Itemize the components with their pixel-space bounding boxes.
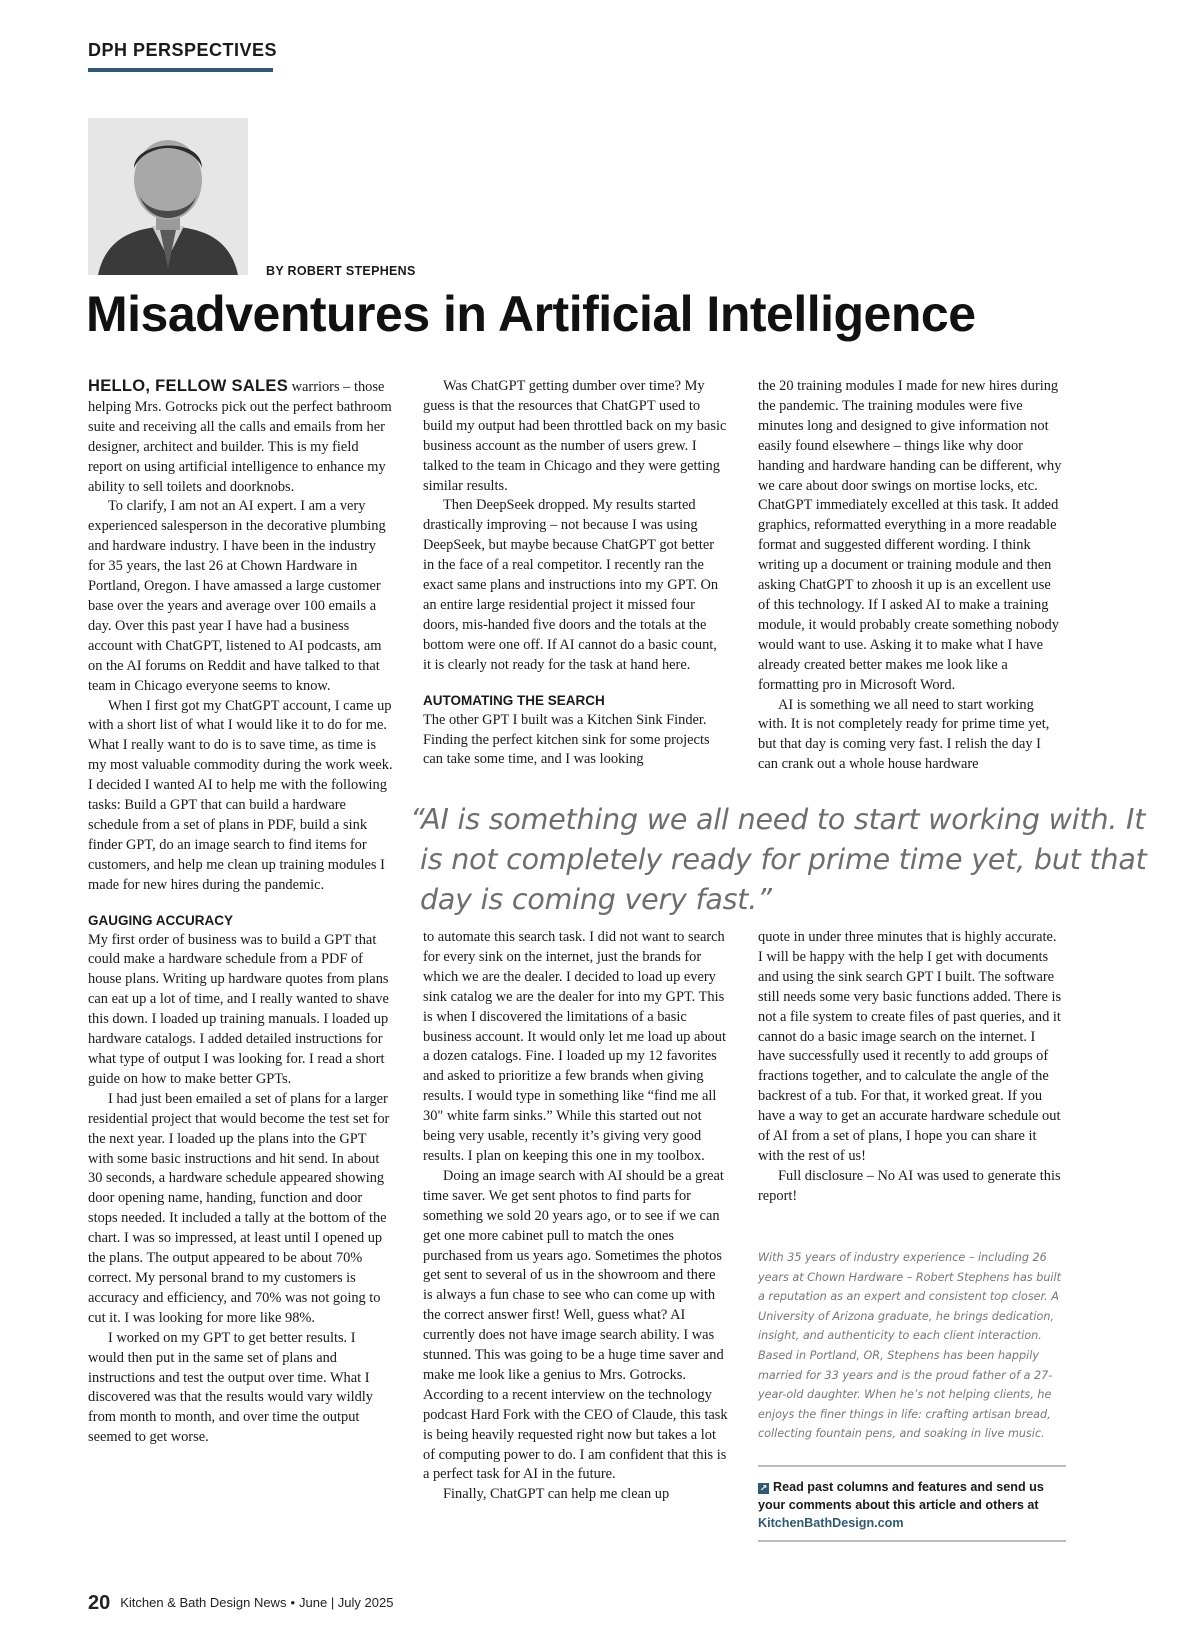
cta-link[interactable]: KitchenBathDesign.com — [758, 1516, 904, 1530]
section-label: DPH PERSPECTIVES — [88, 40, 278, 60]
pull-quote-line: day is coming very fast.” — [420, 883, 772, 916]
folio — [88, 1592, 393, 1615]
pull-quote — [410, 800, 1147, 920]
paragraph: the 20 training modules I made for new hires during the pandemic. The training modules were five minutes long and designed to give information not easily found elsewhere – things like why door handing and hardware handing can be different, why we care about door swings on mortise locks, etc. ChatGPT immediately excelled at this task. It added graphics, reformatted everything in a more readable format and suggested different wording. I think writing up a document or training module and then asking ChatGPT to zhoosh it up is an excellent use of this technology. If I asked AI to make a training module, it would probably create something nobody would want to use. Asking it to make what I have already created better makes me look like a formatting pro in Microsoft Word. — [758, 378, 1062, 693]
article-column-3-bottom — [758, 928, 1063, 1207]
paragraph: The other GPT I built was a Kitchen Sink Finder. Finding the perfect kitchen sink for some projects can take some time, and I was looking — [423, 711, 710, 768]
author-bio: With 35 years of industry experience – including 26 years at Chown Hardware – Robert Stephens has built a reputation as an expert and consistent top closer. A University of Arizona graduate, he brings dedication, insight, and authenticity to each client interaction. Based in Portland, OR, Stephens has been happily married for 33 years and is the proud father of a 27-year-old daughter. When he’s not helping clients, he enjoys the finer things in life: crafting artisan bread, collecting fountain pens, and soaking in live music. — [758, 1251, 1062, 1441]
issue-date: June | July 2025 — [299, 1595, 394, 1610]
section-rule — [88, 68, 273, 72]
article-column-2-top — [423, 377, 728, 770]
external-link-icon: ↗ — [759, 1483, 768, 1493]
paragraph — [88, 377, 393, 497]
paragraph: AI is something we all need to start working with. It is not completely ready for prime time yet, but that day is coming very fast. I relish the day I can crank out a whole house hardware — [758, 696, 1050, 773]
author-photo-illustration — [88, 118, 248, 275]
article-column-2-bottom — [423, 928, 728, 1505]
paragraph: To clarify, I am not an AI expert. I am a very experienced salesperson in the decorative plumbing and hardware industry. I have been in the industry for 35 years, the last 26 at Chown Hardware in Portland, Oregon. I have amassed a large customer base over the years and average over 100 emails a day. Over this past year I have had a business account with ChatGPT, listened to AI podcasts, am on the AI forums on Reddit and have talked to that team in Chicago everyone seems to know. — [88, 498, 386, 694]
author-photo — [88, 118, 248, 275]
paragraph: quote in under three minutes that is highly accurate. I will be happy with the help I get with documents and using the sink search GPT I built. The software still needs some very basic functions added. There is not a file system to create files of past queries, and it cannot do a basic image search on the internet. I have successfully used it recently to add groups of fractions together, and to calculate the angle of the backrest of a tub. For that, it worked great. If you have a way to get an accurate hardware schedule out of AI from a set of plans, I hope you can share it with the rest of us! — [758, 929, 1062, 1164]
subhead-automating-the-search: AUTOMATING THE SEARCH — [423, 692, 605, 708]
article-column-3-top — [758, 377, 1063, 775]
cta-top-rule — [758, 1465, 1066, 1467]
cta-text: Read past columns and features and send us your comments about this article and others at — [758, 1480, 1044, 1512]
cta-box — [758, 1478, 1058, 1532]
paragraph: I worked on my GPT to get better results. I would then put in the same set of plans and instructions and test the output over time. What I discovered was that the results would vary wildly from month to month, and over time the output seemed to get worse. — [88, 1329, 373, 1446]
paragraph: Then DeepSeek dropped. My results started drastically improving – not because I was using DeepSeek, but maybe because ChatGPT got better in the face of a real competitor. I recently ran the exact same plans and instructions into my GPT. On an entire large residential project it missed four doors, mis-handed five doors and the totals at the bottom were one off. If AI cannot do a basic count, it is clearly not ready for the task at hand here. — [423, 497, 719, 673]
byline: BY ROBERT STEPHENS — [266, 264, 416, 278]
pull-quote-line: is not completely ready for prime time yet, but that — [420, 843, 1147, 876]
article-column-1 — [88, 377, 393, 1448]
publication-name: Kitchen & Bath Design News — [120, 1595, 287, 1610]
headline: Misadventures in Artificial Intelligence — [86, 286, 976, 342]
paragraph: I had just been emailed a set of plans for a larger residential project that would become the test set for the next year. I loaded up the plans into the GPT with some basic instructions and hit send. In about 30 seconds, a hardware schedule appeared showing door opening name, handing, function and door stops needed. It included a tally at the bottom of the chart. I was so impressed, at least until I opened up the plans. The output appeared to be about 70% correct. My personal brand to my customers is accuracy and efficiency, and 70% was not going to cut it. I was looking for more like 98%. — [88, 1090, 390, 1326]
paragraph: to automate this search task. I did not want to search for every sink on the internet, just the brands for which we are the dealer. I decided to load up every sink catalog we are the dealer for into my GPT. This is when I discovered the limitations of a basic business account. It would only let me load up about a dozen catalogs. Fine. I loaded up my 12 favorites and asked to prioritize a few brands when giving results. I would type in something like “find me all 30" white farm sinks.” While this started out not being very usable, recently it’s giving very good results. I plan on keeping this one in my toolbox. — [423, 929, 726, 1164]
paragraph-text: warriors – those helping Mrs. Gotrocks pick out the perfect bathroom suite and receiving all the calls and emails from her designer, architect and builder. This is my field report on using artificial intelligence to enhance my ability to sell toilets and doorknobs. — [88, 379, 392, 495]
lead-in: HELLO, FELLOW SALES — [88, 377, 289, 395]
subhead-gauging-accuracy: GAUGING ACCURACY — [88, 912, 233, 928]
paragraph: Doing an image search with AI should be a great time saver. We get sent photos to find parts for something we sold 20 years ago, or to see if we can get one more cabinet pull to match the ones purchased from us years ago. Sometimes the photos get sent to several of us in the showroom and there is always a fun chase to see who can come up with the correct answer first! Well, guess what? AI currently does not have image search ability. I was stunned. This was going to be a huge time saver and make me look like a genius to Mrs. Gotrocks. According to a recent interview on the technology podcast Hard Fork with the CEO of Claude, this task is being heavily requested right now but takes a lot of computing power to do. I am confident that this is a perfect task for AI in the future. — [423, 1167, 728, 1483]
paragraph: Full disclosure – No AI was used to generate this report! — [758, 1167, 1061, 1204]
paragraph: Finally, ChatGPT can help me clean up — [443, 1486, 670, 1503]
paragraph: When I first got my ChatGPT account, I came up with a short list of what I would like it to do for me. What I really want to do is to save time, as time is my most valuable commodity during the work week. I decided I wanted AI to help me with the following tasks: Build a GPT that can build a hardware schedule from a set of plans in PDF, build a sink finder GPT, do an image search to find items for customers, and help me clean up training modules I made for new hires during the pandemic. — [88, 697, 393, 893]
paragraph: My first order of business was to build a GPT that could make a hardware schedule from a PDF of house plans. Writing up hardware quotes from plans can eat up a lot of time, and I really wanted to shave this down. I loaded up training manuals. I loaded up hardware catalogs. I added detailed instructions for what type of output I was looking for. I read a short guide on how to make better GPTs. — [88, 931, 389, 1087]
cta-bottom-rule — [758, 1540, 1066, 1542]
page-number: 20 — [88, 1592, 111, 1614]
paragraph: Was ChatGPT getting dumber over time? My guess is that the resources that ChatGPT used to build my output had been throttled back on my basic business account as the number of users grew. I talked to the team in Chicago and they were getting similar results. — [423, 378, 727, 494]
pull-quote-line: “AI is something we all need to start working with. It — [410, 803, 1146, 836]
folio-separator: • — [290, 1595, 296, 1610]
